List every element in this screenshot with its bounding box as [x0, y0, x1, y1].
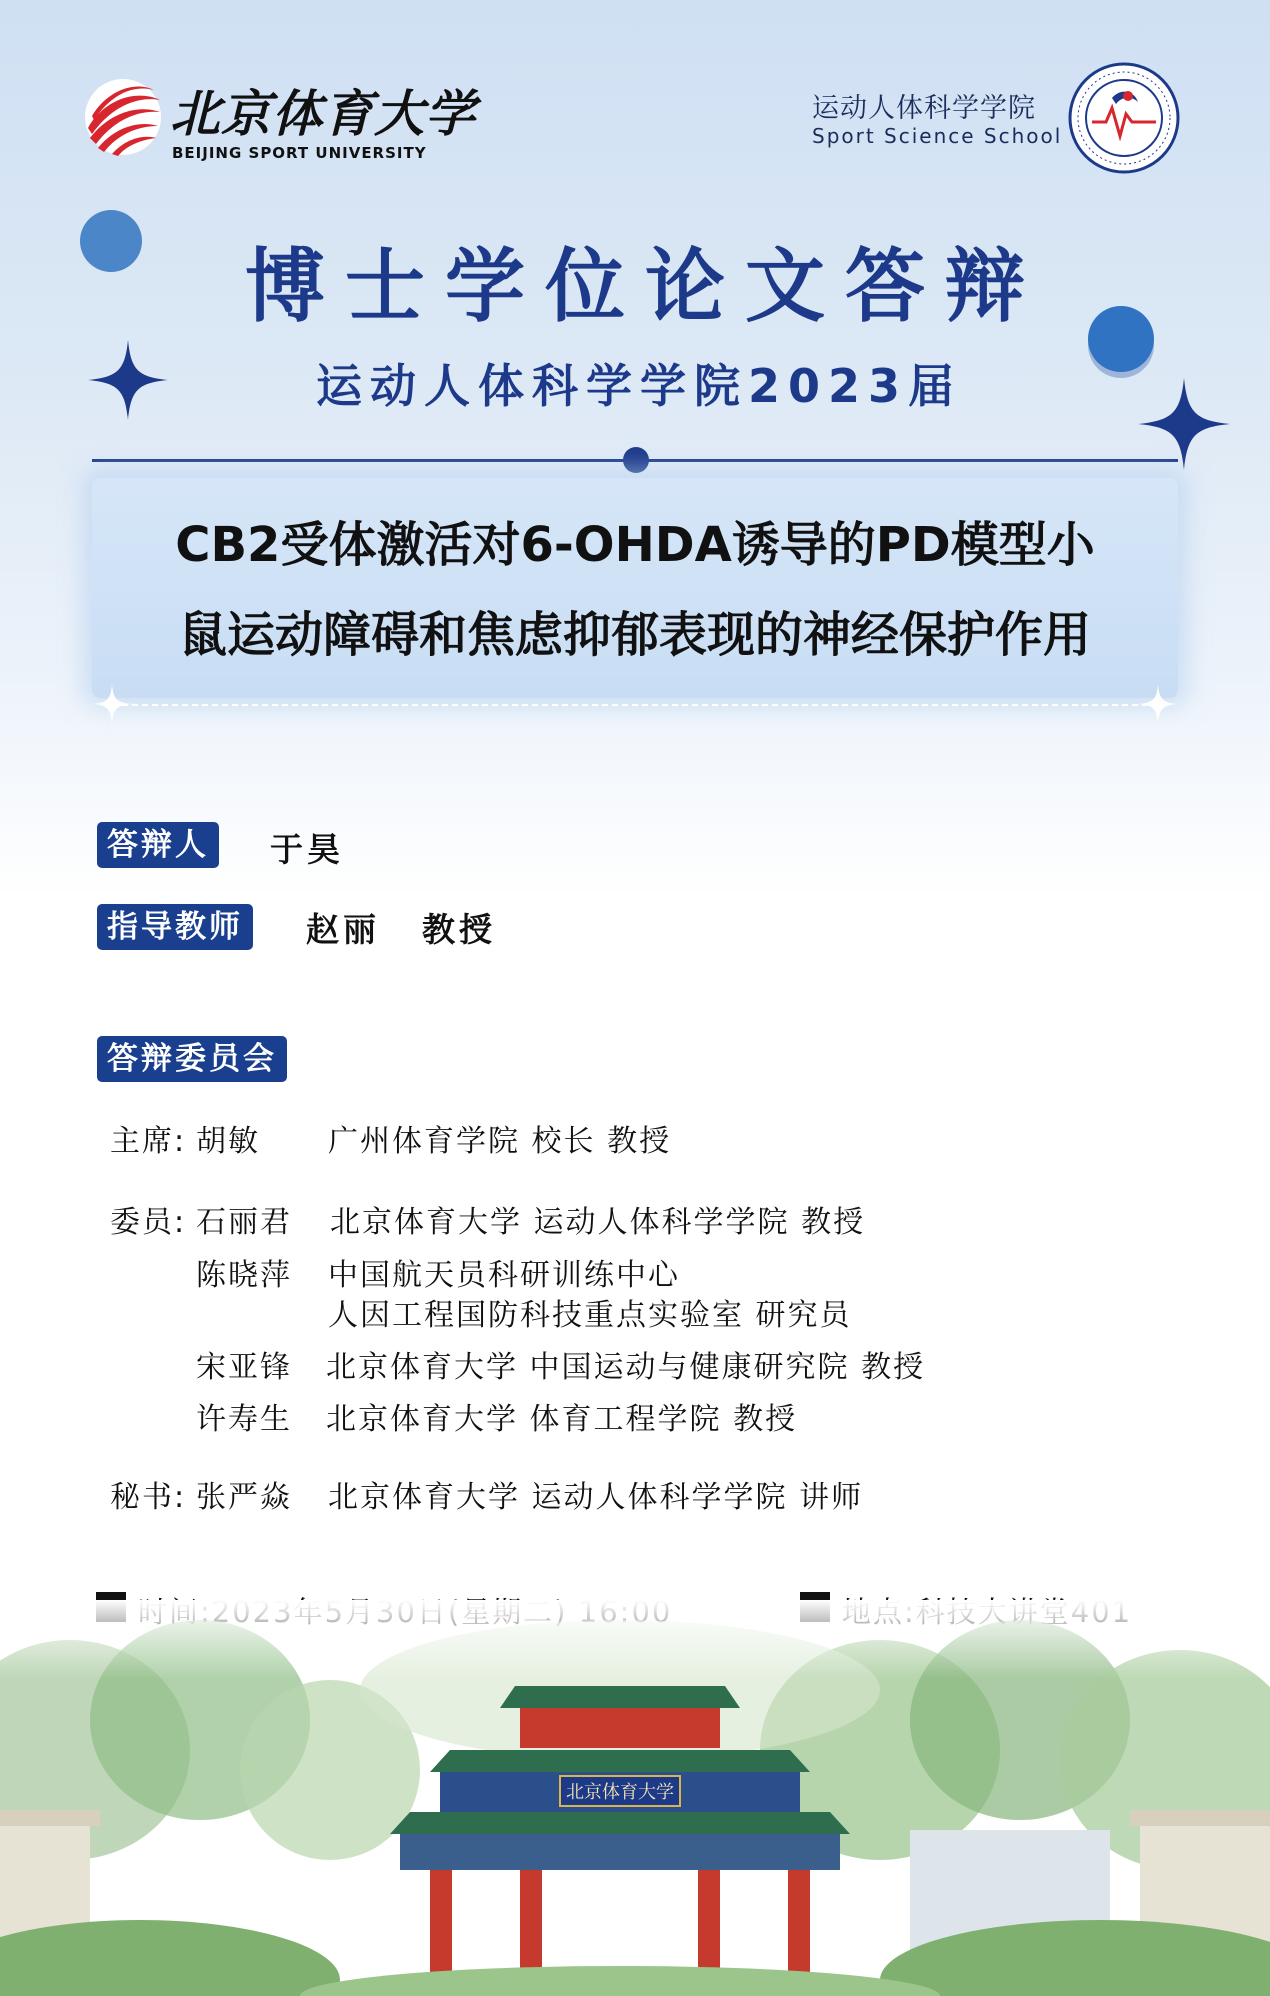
school-emblem-icon — [1068, 62, 1180, 174]
page-subtitle: 运动人体科学学院2023届 — [315, 359, 963, 413]
thesis-title-line-1: CB2受体激活对6-OHDA诱导的PD模型小 — [175, 517, 1095, 573]
defender-name: 于昊 — [270, 830, 344, 869]
campus-gate-illustration — [0, 1600, 1270, 1996]
member-affiliation: 中国航天员科研训练中心 — [328, 1258, 680, 1293]
university-name-en: BEIJING SPORT UNIVERSITY — [172, 144, 427, 162]
advisor-name: 赵丽 — [306, 910, 380, 949]
chair-name: 胡敏 — [196, 1124, 260, 1159]
school-name-cn: 运动人体科学学院 — [812, 93, 1036, 124]
university-name-cn: 北京体育大学 — [170, 84, 476, 143]
sparkle-icon — [92, 684, 132, 724]
member-affiliation: 北京体育大学 体育工程学院 教授 — [326, 1402, 798, 1437]
committee-label: 答辩委员会 — [97, 1036, 287, 1082]
secretary-affiliation: 北京体育大学 运动人体科学学院 讲师 — [328, 1480, 864, 1515]
sparkle-icon — [1138, 684, 1178, 724]
chair-role: 主席: — [110, 1124, 187, 1159]
dashed-divider — [112, 704, 1158, 706]
member-affiliation-line2: 人因工程国防科技重点实验室 研究员 — [328, 1298, 852, 1333]
member-name: 许寿生 — [196, 1402, 292, 1437]
member-name: 宋亚锋 — [196, 1350, 292, 1385]
thesis-title-line-2: 鼠运动障碍和焦虑抑郁表现的神经保护作用 — [178, 607, 1091, 663]
chair-affiliation: 广州体育学院 校长 教授 — [328, 1124, 672, 1159]
member-affiliation: 北京体育大学 中国运动与健康研究院 教授 — [326, 1350, 926, 1385]
divider-dot — [623, 447, 649, 473]
school-name-en: Sport Science School — [812, 124, 1063, 148]
secretary-name: 张严焱 — [196, 1480, 292, 1515]
advisor-label: 指导教师 — [97, 904, 253, 950]
defender-label: 答辩人 — [97, 822, 219, 868]
page-title: 博士学位论文答辩 — [245, 240, 1045, 333]
secretary-role: 秘书: — [110, 1480, 187, 1515]
bsu-logo-icon — [82, 76, 164, 158]
member-name: 陈晓萍 — [196, 1258, 292, 1293]
member-affiliation: 北京体育大学 运动人体科学学院 教授 — [330, 1205, 866, 1240]
members-role: 委员: — [110, 1205, 187, 1240]
advisor-title: 教授 — [422, 910, 496, 949]
member-name: 石丽君 — [196, 1205, 292, 1240]
